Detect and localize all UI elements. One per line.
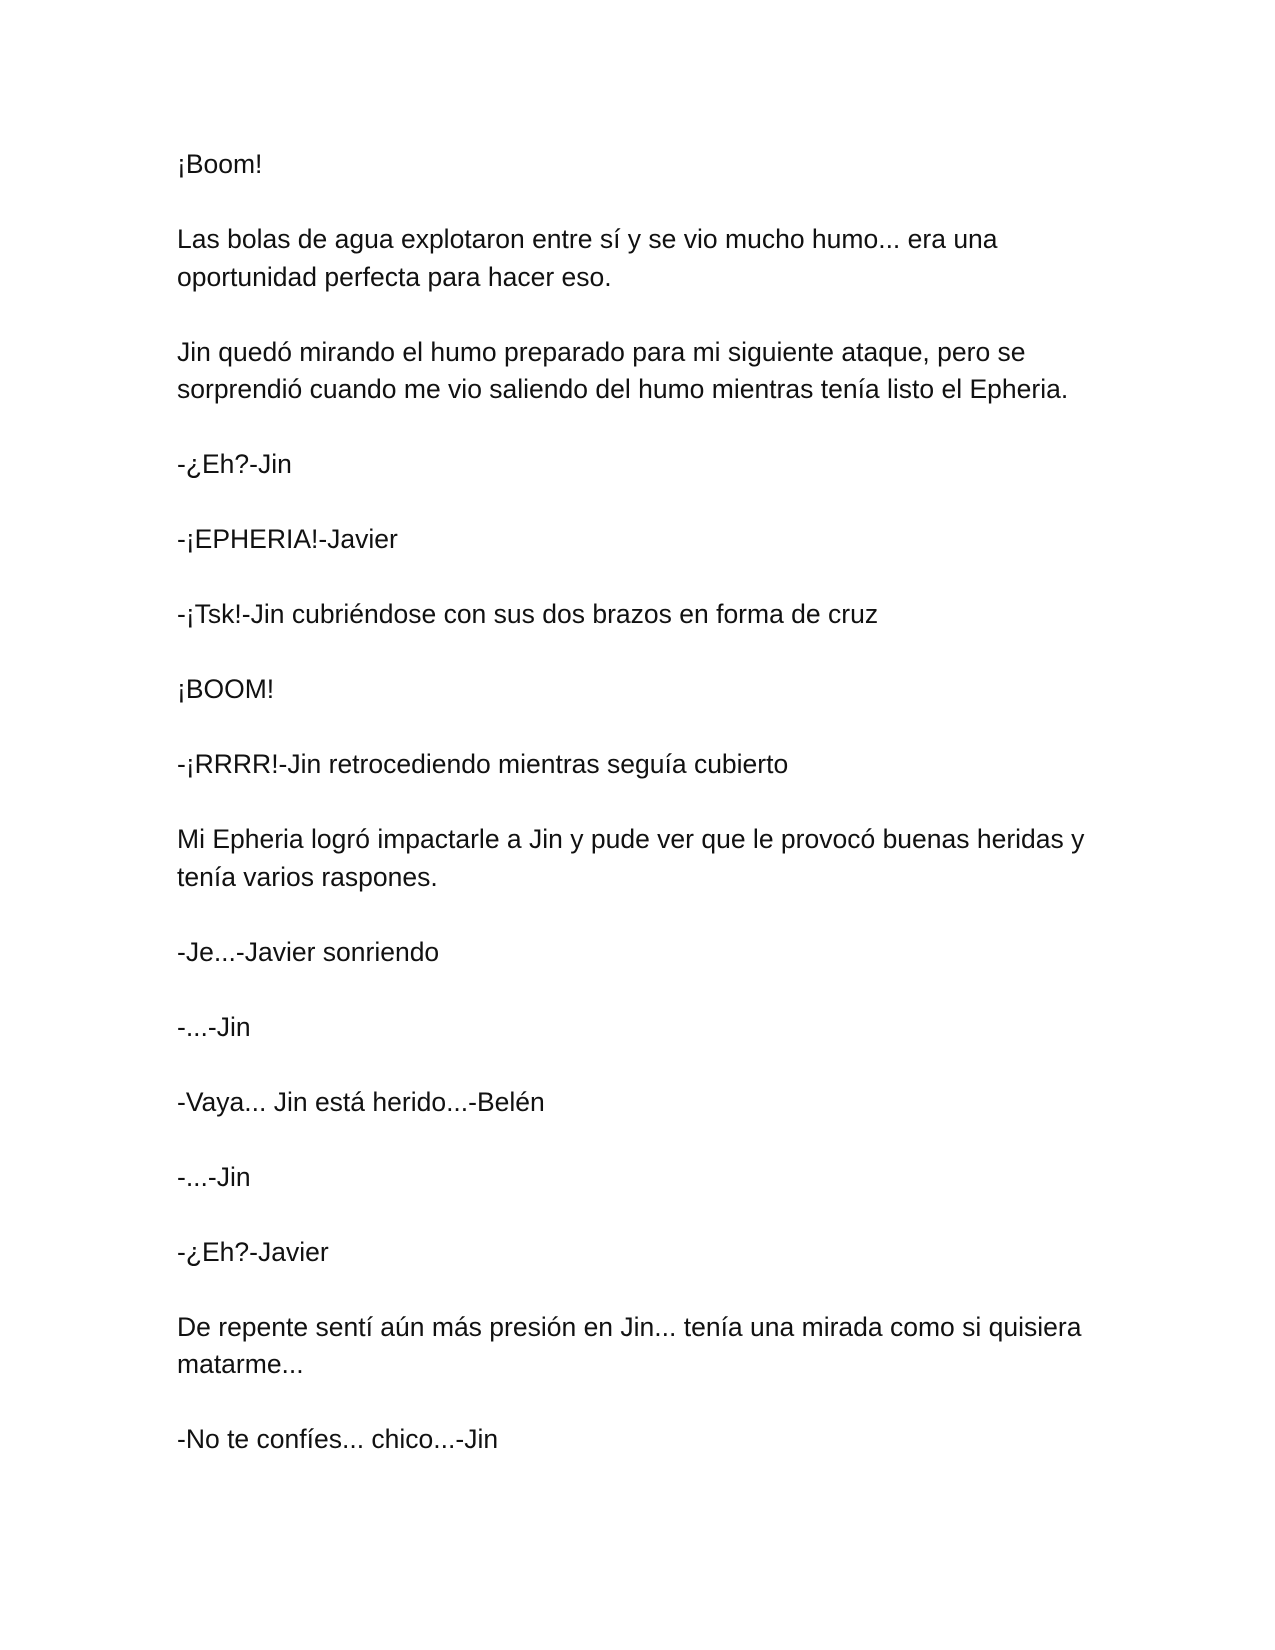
paragraph: Mi Epheria logró impactarle a Jin y pude ver que le provocó buenas heridas y tenía varios raspones.: [177, 824, 1085, 892]
document-body: [177, 146, 1097, 1496]
paragraph: Las bolas de agua explotaron entre sí y se vio mucho humo... era una oportunidad perfecta para hacer eso.: [177, 224, 998, 292]
dialogue-line: -¿Eh?-Javier: [177, 1236, 329, 1267]
dialogue-line: -¡EPHERIA!-Javier: [177, 524, 398, 554]
dialogue-line: -No te confíes... chico...-Jin: [177, 1424, 499, 1454]
dialogue-line: -Vaya... Jin está herido...-Belén: [177, 1086, 545, 1117]
paragraph: Jin quedó mirando el humo preparado para mi siguiente ataque, pero se sorprendió cuando me vio saliendo del humo mientras tenía listo el Epheria.: [177, 336, 1069, 404]
paragraph: De repente sentí aún más presión en Jin... tenía una mirada como si quisiera matarme...: [177, 1311, 1082, 1379]
dialogue-line: -Je...-Javier sonriendo: [177, 936, 440, 967]
paragraph: ¡BOOM!: [177, 674, 275, 704]
dialogue-line: -¡Tsk!-Jin cubriéndose con sus dos brazos en forma de cruz: [177, 599, 879, 629]
dialogue-line: -...-Jin: [177, 1161, 251, 1192]
paragraph: ¡Boom!: [177, 149, 263, 179]
dialogue-line: -¿Eh?-Jin: [177, 449, 292, 479]
dialogue-line: -...-Jin: [177, 1011, 251, 1042]
dialogue-line: -¡RRRR!-Jin retrocediendo mientras seguía cubierto: [177, 749, 789, 779]
